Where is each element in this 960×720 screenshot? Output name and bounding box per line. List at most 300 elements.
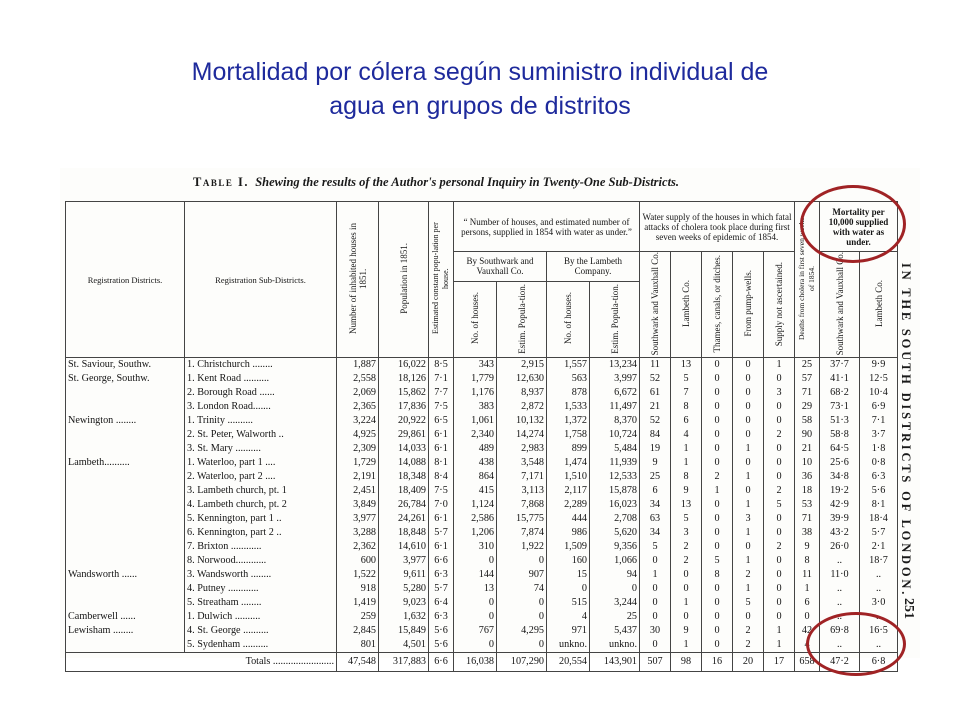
cell-sv-pop: 2,872 [497, 400, 547, 414]
cell-sv-houses: 864 [454, 470, 497, 484]
cell-deaths: 42 [795, 624, 820, 638]
cell-sv-houses: 2,340 [454, 428, 497, 442]
cell-lam-pop: 3,244 [590, 596, 640, 610]
cell-per-house: 5·7 [429, 526, 454, 540]
cell-sv-pop: 14,274 [497, 428, 547, 442]
cell-per-house: 6·3 [429, 568, 454, 582]
table-row [66, 596, 898, 610]
cell-w-na: 1 [764, 624, 795, 638]
header-population: Population in 1851. [379, 202, 429, 358]
cell-sv-houses: 438 [454, 456, 497, 470]
cell-pop: 29,861 [379, 428, 429, 442]
cell-district [66, 638, 185, 653]
cell-w-lam: 4 [671, 428, 702, 442]
cell-sv-pop: 0 [497, 638, 547, 653]
cell-m-lam: 2·1 [860, 540, 898, 554]
cell-sv-pop: 3,548 [497, 456, 547, 470]
cell-m-sv: 26·0 [820, 540, 860, 554]
cell-sub: 5. Streatham ........ [185, 596, 337, 610]
cell-w-pump: 0 [733, 372, 764, 386]
cell-district [66, 554, 185, 568]
cell-w-pump: 3 [733, 512, 764, 526]
cell-pop: 18,348 [379, 470, 429, 484]
cell-m-lam: 12·5 [860, 372, 898, 386]
cell-w-lam: 6 [671, 414, 702, 428]
cell-w-thames: 0 [702, 428, 733, 442]
cell-pop: 3,977 [379, 554, 429, 568]
cell-sub: 2. Waterloo, part 2 .... [185, 470, 337, 484]
cell-w-lam: 7 [671, 386, 702, 400]
cell-sub: 2. Borough Road ...... [185, 386, 337, 400]
cell-deaths: 36 [795, 470, 820, 484]
cell-w-na: 0 [764, 400, 795, 414]
cell-w-na: 0 [764, 456, 795, 470]
cell-w-thames: 0 [702, 526, 733, 540]
cell-deaths: 58 [795, 414, 820, 428]
cell-w-na: 2 [764, 540, 795, 554]
cell-deaths: 18 [795, 484, 820, 498]
cell-w-na: 0 [764, 568, 795, 582]
cell-sv-houses: 1,779 [454, 372, 497, 386]
cell-w-na: 1 [764, 638, 795, 653]
cell-district: Lewisham ........ [66, 624, 185, 638]
cell-w-sv: 5 [640, 540, 671, 554]
table-row [66, 582, 898, 596]
cell-w-sv: 6 [640, 484, 671, 498]
cell-sv-houses: 0 [454, 596, 497, 610]
cell-lam-pop: 11,497 [590, 400, 640, 414]
cell-m-sv: 37·7 [820, 358, 860, 373]
cell-per-house: 6·3 [429, 610, 454, 624]
total-sv-houses: 16,038 [454, 653, 497, 672]
cell-m-lam: 6·3 [860, 470, 898, 484]
total-lam-pop: 143,901 [590, 653, 640, 672]
header-water-sv: Southwark and Vauxhall Co. [640, 252, 671, 358]
cell-per-house: 5·6 [429, 638, 454, 653]
cell-houses: 2,845 [337, 624, 379, 638]
cell-w-pump: 0 [733, 414, 764, 428]
cell-per-house: 6·1 [429, 428, 454, 442]
cell-w-sv: 63 [640, 512, 671, 526]
cell-w-lam: 13 [671, 358, 702, 373]
cell-pop: 15,862 [379, 386, 429, 400]
cell-deaths: 0 [795, 610, 820, 624]
cell-houses: 4,925 [337, 428, 379, 442]
cell-w-na: 5 [764, 498, 795, 512]
cell-sub: 4. Lambeth church, pt. 2 [185, 498, 337, 512]
cell-sv-pop: 4,295 [497, 624, 547, 638]
header-inhabited-houses: Number of inhabited houses in 1851. [337, 202, 379, 358]
cell-sub: 3. Wandsworth ........ [185, 568, 337, 582]
table-body [66, 358, 898, 672]
cell-w-pump: 0 [733, 456, 764, 470]
cell-sub: 5. Sydenham .......... [185, 638, 337, 653]
cell-w-lam: 1 [671, 596, 702, 610]
cell-w-na: 0 [764, 596, 795, 610]
cell-w-thames: 0 [702, 414, 733, 428]
cell-deaths: 21 [795, 442, 820, 456]
cell-houses: 801 [337, 638, 379, 653]
table-caption [193, 175, 679, 190]
cell-pop: 18,848 [379, 526, 429, 540]
cell-lam-houses: 0 [547, 582, 590, 596]
cell-w-pump: 0 [733, 386, 764, 400]
cell-pop: 16,022 [379, 358, 429, 373]
cell-lam-pop: unkno. [590, 638, 640, 653]
header-registration-sub-districts: Registration Sub-Districts. [185, 202, 337, 358]
table-row [66, 610, 898, 624]
cell-m-lam: 6·9 [860, 400, 898, 414]
cell-pop: 14,610 [379, 540, 429, 554]
cell-lam-houses: 878 [547, 386, 590, 400]
cell-m-sv: .. [820, 610, 860, 624]
cell-per-house: 8·5 [429, 358, 454, 373]
cell-houses: 2,365 [337, 400, 379, 414]
cell-deaths: 71 [795, 512, 820, 526]
cell-w-na: 0 [764, 470, 795, 484]
cell-m-lam: 16·5 [860, 624, 898, 638]
cell-deaths: 90 [795, 428, 820, 442]
cell-w-thames: 0 [702, 400, 733, 414]
cell-sv-pop: 8,937 [497, 386, 547, 400]
cell-lam-pop: 1,066 [590, 554, 640, 568]
cell-sub: 1. Christchurch ........ [185, 358, 337, 373]
totals-label: Totals ........................ [66, 653, 337, 672]
cell-per-house: 7·7 [429, 386, 454, 400]
cell-lam-houses: 2,117 [547, 484, 590, 498]
cell-w-lam: 2 [671, 554, 702, 568]
cell-lam-houses: 1,758 [547, 428, 590, 442]
cell-deaths: 57 [795, 372, 820, 386]
cell-pop: 20,922 [379, 414, 429, 428]
cell-deaths: 38 [795, 526, 820, 540]
header-southwark-vauxhall: By Southwark and Vauxhall Co. [454, 252, 547, 282]
total-m-sv: 47·2 [820, 653, 860, 672]
cell-per-house: 5·7 [429, 582, 454, 596]
cell-district [66, 596, 185, 610]
cell-deaths: 4 [795, 638, 820, 653]
cell-w-sv: 30 [640, 624, 671, 638]
cell-w-sv: 1 [640, 568, 671, 582]
total-w-lam: 98 [671, 653, 702, 672]
cell-houses: 259 [337, 610, 379, 624]
cell-sv-houses: 0 [454, 610, 497, 624]
cell-pop: 24,261 [379, 512, 429, 526]
cell-lam-pop: 12,533 [590, 470, 640, 484]
cell-w-sv: 0 [640, 610, 671, 624]
cell-w-thames: 0 [702, 582, 733, 596]
cell-per-house: 7·1 [429, 372, 454, 386]
cell-m-sv: 41·1 [820, 372, 860, 386]
cell-sub: 8. Norwood............ [185, 554, 337, 568]
cell-w-lam: 5 [671, 512, 702, 526]
cell-m-lam: 0·8 [860, 456, 898, 470]
cell-m-lam: 10·4 [860, 386, 898, 400]
cell-per-house: 7·0 [429, 498, 454, 512]
cell-lam-pop: 5,484 [590, 442, 640, 456]
cell-w-lam: 3 [671, 526, 702, 540]
cell-deaths: 1 [795, 582, 820, 596]
header-group-fatal-attacks: Water supply of the houses in which fatal attacks of cholera took place during first seven weeks of epidemic of 1854. [640, 202, 795, 252]
cell-w-pump: 0 [733, 400, 764, 414]
cell-lam-houses: 899 [547, 442, 590, 456]
cell-w-na: 0 [764, 442, 795, 456]
cell-lam-houses: 160 [547, 554, 590, 568]
cell-district [66, 470, 185, 484]
cell-sv-pop: 15,775 [497, 512, 547, 526]
cell-m-lam: 3·7 [860, 428, 898, 442]
cell-w-pump: 1 [733, 470, 764, 484]
cell-lam-houses: 1,509 [547, 540, 590, 554]
table-row [66, 358, 898, 373]
cell-sub: 1. Kent Road .......... [185, 372, 337, 386]
cell-per-house: 6·4 [429, 596, 454, 610]
cell-lam-pop: 8,370 [590, 414, 640, 428]
cell-sv-houses: 144 [454, 568, 497, 582]
cell-pop: 18,409 [379, 484, 429, 498]
cell-deaths: 6 [795, 596, 820, 610]
cell-m-lam: 18·4 [860, 512, 898, 526]
cell-sv-pop: 10,132 [497, 414, 547, 428]
cell-m-sv: .. [820, 582, 860, 596]
cell-sv-houses: 0 [454, 554, 497, 568]
header-water-thames: Thames, canals, or ditches. [702, 252, 733, 358]
table-row [66, 456, 898, 470]
cell-w-sv: 34 [640, 498, 671, 512]
cell-w-thames: 0 [702, 540, 733, 554]
cell-w-thames: 0 [702, 372, 733, 386]
cell-w-pump: 0 [733, 428, 764, 442]
cell-per-house: 6·1 [429, 540, 454, 554]
header-registration-districts: Registration Districts. [66, 202, 185, 358]
cell-houses: 2,451 [337, 484, 379, 498]
cell-pop: 1,632 [379, 610, 429, 624]
cell-w-lam: 0 [671, 568, 702, 582]
cell-w-lam: 2 [671, 540, 702, 554]
cell-lam-pop: 16,023 [590, 498, 640, 512]
cell-houses: 2,191 [337, 470, 379, 484]
cell-pop: 9,611 [379, 568, 429, 582]
cell-lam-houses: 4 [547, 610, 590, 624]
cell-sub: 5. Kennington, part 1 .. [185, 512, 337, 526]
cell-per-house: 7·5 [429, 400, 454, 414]
cell-houses: 2,362 [337, 540, 379, 554]
cell-sub: 1. Dulwich .......... [185, 610, 337, 624]
total-w-thames: 16 [702, 653, 733, 672]
total-pop: 317,883 [379, 653, 429, 672]
cell-houses: 3,849 [337, 498, 379, 512]
cell-pop: 14,033 [379, 442, 429, 456]
cell-lam-pop: 9,356 [590, 540, 640, 554]
cell-m-sv: 51·3 [820, 414, 860, 428]
table-row [66, 442, 898, 456]
cell-district [66, 386, 185, 400]
cell-m-sv: 64·5 [820, 442, 860, 456]
cell-m-lam: 3·0 [860, 596, 898, 610]
cell-sv-houses: 0 [454, 638, 497, 653]
header-constant-population: Estimated constant popu-lation per house. [429, 202, 454, 358]
totals-row [66, 653, 898, 672]
cell-w-lam: 13 [671, 498, 702, 512]
cell-sub: 1. Waterloo, part 1 .... [185, 456, 337, 470]
cell-w-na: 2 [764, 428, 795, 442]
cell-m-sv: 58·8 [820, 428, 860, 442]
slide-title [80, 55, 880, 123]
cell-w-sv: 0 [640, 582, 671, 596]
cell-w-na: 0 [764, 554, 795, 568]
cell-sv-houses: 1,206 [454, 526, 497, 540]
table-row [66, 638, 898, 653]
cell-sub: 3. St. Mary .......... [185, 442, 337, 456]
cell-sv-pop: 3,113 [497, 484, 547, 498]
cell-houses: 2,309 [337, 442, 379, 456]
cell-lam-houses: 2,289 [547, 498, 590, 512]
cell-houses: 1,729 [337, 456, 379, 470]
cell-w-pump: 0 [733, 540, 764, 554]
cell-w-sv: 9 [640, 456, 671, 470]
cell-w-pump: 0 [733, 484, 764, 498]
cell-lam-pop: 5,437 [590, 624, 640, 638]
cell-lam-pop: 0 [590, 582, 640, 596]
cell-houses: 2,069 [337, 386, 379, 400]
total-deaths: 658 [795, 653, 820, 672]
cell-sv-pop: 907 [497, 568, 547, 582]
cell-w-na: 2 [764, 484, 795, 498]
cell-m-lam: 1·8 [860, 442, 898, 456]
cell-w-lam: 0 [671, 582, 702, 596]
cell-w-thames: 0 [702, 638, 733, 653]
cell-district [66, 540, 185, 554]
header-lam-estim-population: Estim. Popula-tion. [590, 281, 640, 358]
cell-sv-pop: 0 [497, 596, 547, 610]
cell-lam-houses: unkno. [547, 638, 590, 653]
cell-sv-houses: 343 [454, 358, 497, 373]
cell-w-sv: 0 [640, 596, 671, 610]
cell-w-pump: 1 [733, 582, 764, 596]
cell-sv-pop: 7,868 [497, 498, 547, 512]
cell-per-house: 6·1 [429, 512, 454, 526]
cell-w-na: 0 [764, 372, 795, 386]
cell-w-thames: 1 [702, 484, 733, 498]
cell-w-pump: 2 [733, 624, 764, 638]
table-row [66, 554, 898, 568]
table-row [66, 428, 898, 442]
table-row [66, 540, 898, 554]
cell-district: Camberwell ...... [66, 610, 185, 624]
cell-w-sv: 52 [640, 372, 671, 386]
cell-m-lam: 18·7 [860, 554, 898, 568]
cell-pop: 5,280 [379, 582, 429, 596]
header-water-pump-wells: From pump-wells. [733, 252, 764, 358]
cell-sub: 2. St. Peter, Walworth .. [185, 428, 337, 442]
cell-w-thames: 0 [702, 498, 733, 512]
cell-lam-pop: 15,878 [590, 484, 640, 498]
cell-w-thames: 0 [702, 512, 733, 526]
cell-m-sv: 34·8 [820, 470, 860, 484]
cell-pop: 17,836 [379, 400, 429, 414]
cell-houses: 2,558 [337, 372, 379, 386]
cell-w-pump: 1 [733, 526, 764, 540]
cell-per-house: 5·6 [429, 624, 454, 638]
cell-w-pump: 2 [733, 638, 764, 653]
cell-sv-houses: 1,176 [454, 386, 497, 400]
cell-w-lam: 9 [671, 484, 702, 498]
cell-w-lam: 1 [671, 442, 702, 456]
cell-houses: 3,224 [337, 414, 379, 428]
table-caption-text: Shewing the results of the Author's personal Inquiry in Twenty-One Sub-Districts. [255, 175, 680, 189]
cell-w-na: 1 [764, 358, 795, 373]
cell-district [66, 428, 185, 442]
cell-m-sv: 25·6 [820, 456, 860, 470]
table-row [66, 568, 898, 582]
cell-lam-houses: 971 [547, 624, 590, 638]
cell-w-sv: 84 [640, 428, 671, 442]
cell-lam-houses: 15 [547, 568, 590, 582]
cell-w-lam: 8 [671, 400, 702, 414]
cell-w-sv: 19 [640, 442, 671, 456]
total-w-pump: 20 [733, 653, 764, 672]
header-mortality-sv: Southwark and Vauxhall Co. [820, 252, 860, 358]
total-sv-pop: 107,290 [497, 653, 547, 672]
cell-w-na: 0 [764, 512, 795, 526]
cell-deaths: 71 [795, 386, 820, 400]
cholera-table [65, 201, 898, 672]
header-mortality-lambeth: Lambeth Co. [860, 252, 898, 358]
cell-w-sv: 11 [640, 358, 671, 373]
cell-houses: 1,522 [337, 568, 379, 582]
cell-w-thames: 0 [702, 624, 733, 638]
cell-deaths: 25 [795, 358, 820, 373]
cell-houses: 1,887 [337, 358, 379, 373]
running-head-side: IN THE SOUTH DISTRICTS OF LONDON. [899, 263, 913, 598]
cell-pop: 9,023 [379, 596, 429, 610]
cell-lam-houses: 1,372 [547, 414, 590, 428]
total-lam-houses: 20,554 [547, 653, 590, 672]
table-row [66, 498, 898, 512]
total-houses: 47,548 [337, 653, 379, 672]
cell-sv-pop: 74 [497, 582, 547, 596]
cell-district [66, 484, 185, 498]
cell-w-pump: 1 [733, 554, 764, 568]
cell-deaths: 53 [795, 498, 820, 512]
cell-district: St. George, Southw. [66, 372, 185, 386]
cell-w-pump: 5 [733, 596, 764, 610]
cell-district [66, 498, 185, 512]
cell-sv-houses: 310 [454, 540, 497, 554]
cell-lam-pop: 5,620 [590, 526, 640, 540]
header-sv-estim-population: Estim. Popula-tion. [497, 281, 547, 358]
total-m-lam: 6·8 [860, 653, 898, 672]
cell-m-sv: 42·9 [820, 498, 860, 512]
cell-pop: 4,501 [379, 638, 429, 653]
cell-per-house: 6·5 [429, 414, 454, 428]
cell-m-sv: 11·0 [820, 568, 860, 582]
table-row [66, 414, 898, 428]
cell-sv-houses: 1,124 [454, 498, 497, 512]
cell-district: Wandsworth ...... [66, 568, 185, 582]
cell-m-lam: 5·7 [860, 526, 898, 540]
cell-w-lam: 0 [671, 610, 702, 624]
cell-w-lam: 5 [671, 372, 702, 386]
cell-m-sv: 43·2 [820, 526, 860, 540]
cell-lam-houses: 1,533 [547, 400, 590, 414]
cell-w-thames: 0 [702, 386, 733, 400]
cell-m-lam: .. [860, 568, 898, 582]
table-row [66, 624, 898, 638]
cell-w-thames: 0 [702, 596, 733, 610]
cell-deaths: 11 [795, 568, 820, 582]
cell-district [66, 526, 185, 540]
